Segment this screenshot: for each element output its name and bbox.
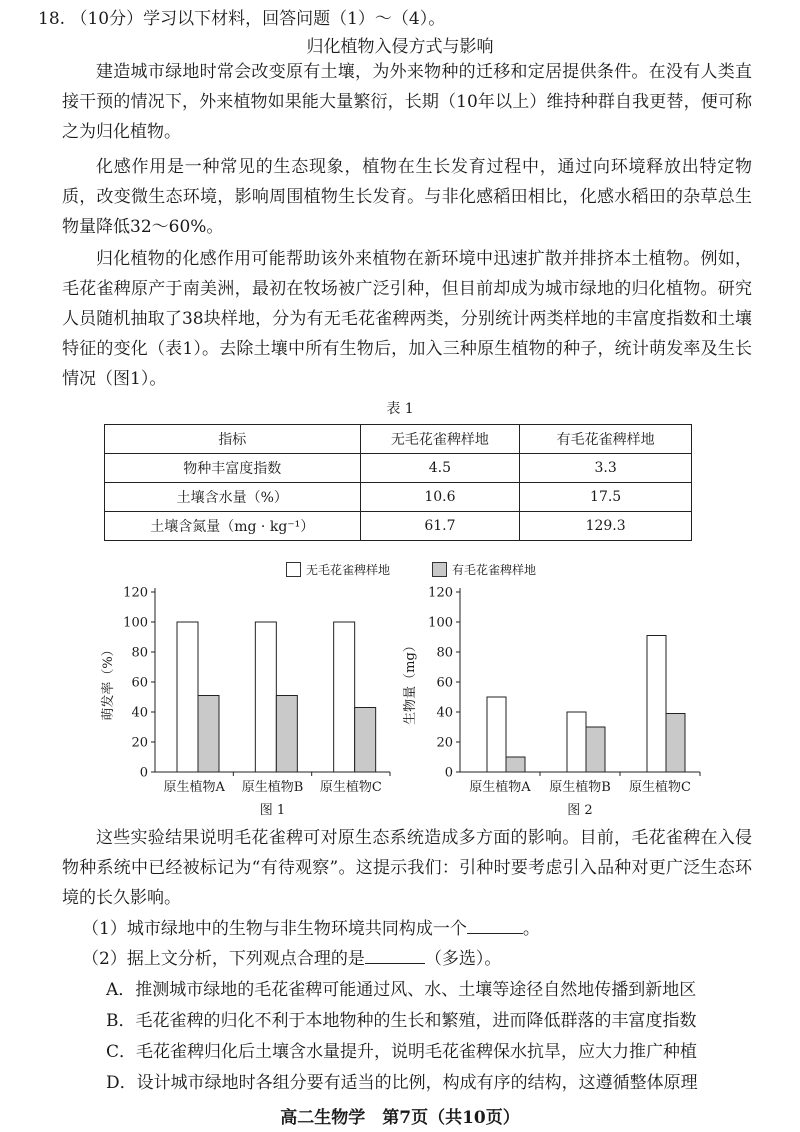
- question-score: （10分）: [70, 9, 144, 29]
- table-cell: 土壤含氮量（mg · kg⁻¹）: [105, 512, 361, 541]
- table-cell: 土壤含水量（%）: [105, 483, 361, 512]
- x-category-label: 原生植物A: [163, 780, 225, 795]
- legend-swatch-white: [286, 562, 301, 577]
- legend-label-with: 有毛花雀稗样地: [452, 562, 537, 577]
- y-tick-label: 0: [139, 765, 148, 781]
- figure-2-chart: [400, 580, 720, 820]
- bar-without: [487, 697, 506, 772]
- y-tick-label: 20: [131, 735, 148, 751]
- option-a: A．推测城市绿地的毛花雀稗可能通过风、水、土壤等途径自然地传播到新地区: [106, 980, 697, 1000]
- bar-with: [586, 727, 605, 772]
- legend-with: [432, 560, 536, 578]
- x-category-label: 原生植物B: [241, 780, 304, 795]
- article-paragraph-1: 建造城市绿地时常会改变原有土壤，为外来物种的迁移和定居提供条件。在没有人类直接干预的情况下，外来植物如果能大量繁衍，长期（10年以上）维持种群自我更替，便可称之为归化植物。: [62, 62, 752, 142]
- question-header: [38, 4, 445, 29]
- article-title: 归化植物入侵方式与影响: [306, 37, 494, 57]
- article-paragraph-3: 归化植物的化感作用可能帮助该外来植物在新环境中迅速扩散并排挤本土植物。例如，毛花雀稗原产于南美洲，最初在牧场被广泛引种，但目前却成为城市绿地的归化植物。研究人员随机抽取了38块样地，分为有无毛花雀稗两类，分别统计两类样地的丰富度指数和土壤特征的变化（表1）。去除土壤中所有生物后，加入三种原生植物的种子，统计萌发率及生长情况（图1）。: [62, 249, 752, 389]
- y-tick-label: 40: [436, 705, 453, 721]
- question-1-suffix: 。: [522, 919, 540, 939]
- y-tick-label: 80: [131, 645, 148, 661]
- article-closing-paragraph: 这些实验结果说明毛花雀稗可对原生态系统造成多方面的影响。目前，毛花雀稗在入侵物种系统中已经被标记为“有待观察”。这提示我们：引种时要考虑引入品种对更广泛生态环境的长久影响。: [62, 828, 752, 908]
- x-category-label: 原生植物A: [469, 780, 531, 795]
- y-tick-label: 100: [123, 615, 148, 631]
- table-row: [105, 512, 692, 541]
- table-cell: 4.5: [360, 454, 520, 483]
- option-d: D．设计城市绿地时各组分要有适当的比例，构成有序的结构，这遵循整体原理: [106, 1073, 698, 1093]
- question-2-suffix: （多选）。: [424, 949, 502, 969]
- bar-without: [334, 622, 355, 772]
- legend-label-without: 无毛花雀稗样地: [306, 562, 391, 577]
- figure-1-chart: [100, 580, 400, 820]
- x-category-label: 原生植物B: [549, 780, 611, 795]
- y-tick-label: 120: [428, 585, 453, 601]
- table-cell: 3.3: [520, 454, 692, 483]
- table-cell: 物种丰富度指数: [105, 454, 361, 483]
- question-1-text: （1）城市绿地中的生物与非生物环境共同构成一个: [82, 919, 467, 939]
- y-tick-label: 0: [444, 765, 453, 781]
- data-table: [104, 424, 692, 541]
- table-header-row: [105, 425, 692, 454]
- bar-without: [177, 622, 198, 772]
- answer-blank-2[interactable]: [365, 947, 425, 964]
- table-header-cell: 无毛花雀稗样地: [360, 425, 520, 454]
- figure-caption: 图 2: [567, 803, 593, 818]
- table-cell: 129.3: [520, 512, 692, 541]
- question-number: 18.: [38, 9, 66, 29]
- y-tick-label: 100: [428, 615, 453, 631]
- bar-without: [567, 712, 586, 772]
- y-tick-label: 120: [123, 585, 148, 601]
- page-footer: 高二生物学 第7页（共10页）: [280, 1108, 520, 1128]
- y-tick-label: 80: [436, 645, 453, 661]
- table-row: [105, 483, 692, 512]
- y-tick-label: 20: [436, 735, 453, 751]
- table-header-cell: 有毛花雀稗样地: [520, 425, 692, 454]
- figure-caption: 图 1: [259, 803, 286, 818]
- bar-with: [666, 714, 685, 773]
- option-c: C．毛花雀稗归化后土壤含水量提升，说明毛花雀稗保水抗旱，应大力推广种植: [106, 1042, 698, 1062]
- bar-with: [506, 757, 525, 772]
- bar-with: [276, 696, 297, 773]
- y-axis-label: 萌发率（%）: [101, 643, 116, 721]
- y-tick-label: 60: [436, 675, 453, 691]
- table-title: 表 1: [386, 401, 414, 417]
- y-axis-label: 生物量（mg）: [403, 639, 418, 725]
- question-1: [82, 914, 540, 939]
- question-2: [82, 944, 501, 969]
- legend-without: [286, 560, 390, 578]
- x-category-label: 原生植物C: [319, 780, 382, 795]
- question-2-text: （2）据上文分析，下列观点合理的是: [82, 949, 365, 969]
- bar-without: [255, 622, 276, 772]
- legend-swatch-gray: [432, 562, 447, 577]
- y-tick-label: 40: [131, 705, 148, 721]
- table-cell: 17.5: [520, 483, 692, 512]
- table-cell: 61.7: [360, 512, 520, 541]
- bar-with: [355, 708, 376, 773]
- answer-blank-1[interactable]: [467, 917, 523, 934]
- option-b: B．毛花雀稗的归化不利于本地物种的生长和繁殖，进而降低群落的丰富度指数: [106, 1011, 697, 1031]
- table-cell: 10.6: [360, 483, 520, 512]
- question-instruction: 学习以下材料，回答问题（1）～（4）。: [143, 9, 446, 29]
- table-header-cell: 指标: [105, 425, 361, 454]
- x-category-label: 原生植物C: [629, 780, 691, 795]
- bar-with: [198, 696, 219, 773]
- table-row: [105, 454, 692, 483]
- bar-without: [647, 636, 666, 773]
- y-tick-label: 60: [131, 675, 148, 691]
- article-paragraph-2: 化感作用是一种常见的生态现象，植物在生长发育过程中，通过向环境释放出特定物质，改变微生态环境，影响周围植物生长发育。与非化感稻田相比，化感水稻田的杂草总生物量降低32～60%。: [62, 157, 752, 237]
